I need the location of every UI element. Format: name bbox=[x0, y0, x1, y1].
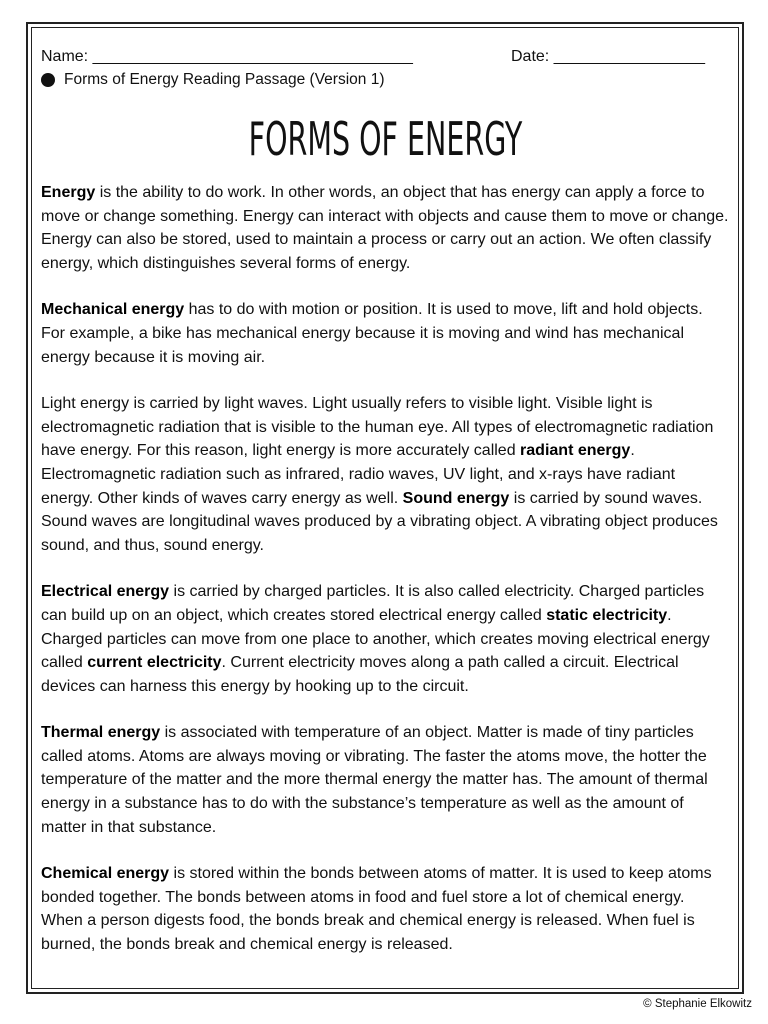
header-row bbox=[41, 46, 730, 68]
paragraph-thermal-energy bbox=[41, 721, 730, 839]
paragraph-text: is the ability to do work. In other words, an object that has energy can apply a force to move or change something. Energy can interact with objects and cause them to move or change. Energy can also be stored, used to maintain a process or carry out an action. We often classify energy, which distinguishes several forms of energy. bbox=[41, 184, 729, 272]
keyword: Mechanical energy bbox=[41, 301, 185, 319]
paragraph-text: is stored within the bonds between atoms of matter. It is used to keep atoms bonded together. The bonds between atoms in food and fuel store a lot of chemical energy. When a person digests food, the bonds break and chemical energy is released. When fuel is burned, the bonds break and chemical energy is released. bbox=[41, 865, 712, 954]
keyword: Thermal energy bbox=[41, 724, 161, 742]
paragraph-text: Light energy is carried by light waves. Light usually refers to visible light. Visible light is electromagnetic radiation that is visible to the human eye. All types of electromagnetic radiation have energy. For this reason, light energy is more accurately called bbox=[41, 395, 714, 460]
paragraph-chemical-energy bbox=[41, 862, 730, 956]
worksheet bbox=[31, 27, 739, 989]
paragraph-text: . Current electricity moves along a path called a circuit. Electrical devices can harness this energy by hooking up to the circuit. bbox=[41, 654, 679, 695]
paragraph-energy bbox=[41, 181, 730, 275]
paragraph-text: . Electromagnetic radiation such as infrared, radio waves, UV light, and x-rays have radiant energy. Other kinds of waves carry energy as well. bbox=[41, 442, 676, 507]
paragraph-text: is carried by sound waves. Sound waves are longitudinal waves produced by a vibrating object. A vibrating object produces sound, and thus, sound energy. bbox=[41, 489, 718, 554]
keyword: static electricity bbox=[546, 606, 668, 624]
keyword: Electrical energy bbox=[41, 583, 170, 601]
worksheet-subtitle: Forms of Energy Reading Passage (Version 1) bbox=[64, 71, 385, 88]
paragraph-text: has to do with motion or position. It is used to move, lift and hold objects. For example, a bike has mechanical energy because it is moving and wind has mechanical energy because it is moving air. bbox=[41, 301, 703, 366]
paragraph-electrical-energy bbox=[41, 580, 730, 698]
paragraph-light-sound-energy bbox=[41, 392, 730, 557]
paragraph-text: is carried by charged particles. It is also called electricity. Charged particles can build up on an object, which creates stored electrical energy called bbox=[41, 583, 705, 624]
subtitle-row bbox=[41, 69, 730, 91]
keyword: Sound energy bbox=[402, 489, 510, 507]
page-title: FORMS OF ENERGY bbox=[248, 112, 523, 166]
name-field: Name: ____________________________________ bbox=[41, 48, 413, 65]
keyword: radiant energy bbox=[520, 442, 631, 460]
copyright-notice: © Stephanie Elkowitz bbox=[643, 998, 752, 1010]
paragraph-text: . Charged particles can move from one place to another, which creates moving electrical energy called bbox=[41, 606, 710, 672]
bullet-circle-icon bbox=[41, 73, 55, 87]
keyword: current electricity bbox=[87, 654, 222, 672]
date-field: Date: _________________ bbox=[511, 48, 705, 65]
keyword: Chemical energy bbox=[41, 865, 170, 883]
paragraph-text: is associated with temperature of an object. Matter is made of tiny particles called atoms. Atoms are always moving or vibrating. The faster the atoms move, the hotter the temperature of the matter and the more thermal energy the matter has. The amount of thermal energy in a substance has to do with the substance’s temperature as well as the amount of matter in that substance. bbox=[41, 724, 708, 836]
keyword: Energy bbox=[41, 184, 96, 201]
paragraph-mechanical-energy bbox=[41, 298, 730, 369]
